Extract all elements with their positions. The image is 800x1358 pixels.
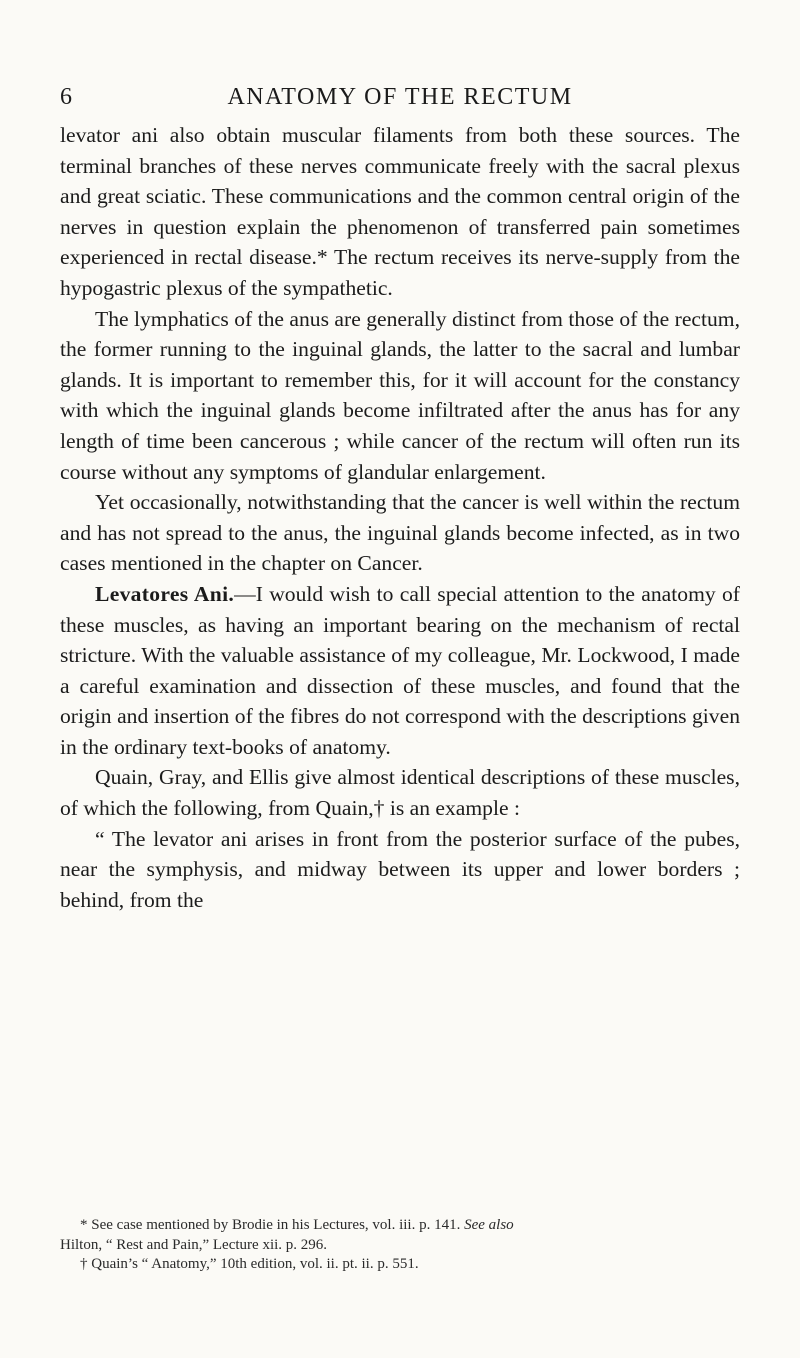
- page-number: 6: [60, 84, 72, 110]
- footnote-hilton: Hilton, “ Rest and Pain,” Lecture xii. p. 296.: [60, 1236, 328, 1253]
- page-header: [60, 84, 740, 124]
- paragraph-levatores-ani: [60, 579, 740, 763]
- footnote-brodie: [60, 1216, 740, 1236]
- footnote-brodie-text: * See case mentioned by Brodie in his Lectures, vol. iii. p. 141.: [80, 1217, 461, 1233]
- levatores-ani-text: —I would wish to call special attention to the anatomy of these muscles, as having an important bearing on the mechanism of rectal stricture. With the valuable assistance of my colleague, Mr. Lockwood, I made a careful examination and dissection of these muscles, and found that the origin and insertion of the fibres do not correspond with the descriptions given in the ordinary text-books of anatomy.: [60, 581, 740, 759]
- paragraph-inguinal: Yet occasionally, notwithstanding that the cancer is well within the rectum and has not spread to the anus, the inguinal glands become infected, as in two cases mentioned in the chapter on Cancer.: [60, 490, 740, 576]
- footnotes: [60, 1216, 740, 1275]
- paragraph-quain-gray-ellis: Quain, Gray, and Ellis give almost identical descriptions of these muscles, of which the following, from Quain,† is an example :: [60, 765, 740, 821]
- paragraph-lymphatics: The lymphatics of the anus are generally distinct from those of the rectum, the former running to the inguinal glands, the latter to the sacral and lumbar glands. It is important to remember this, for it will account for the constancy with which the inguinal glands become infiltrated after the anus has for any length of time been cancerous ; while cancer of the rectum will often run its course without any symptoms of glandular enlargement.: [60, 306, 740, 484]
- body-text: [60, 120, 740, 915]
- paragraph-nerves: levator ani also obtain muscular filaments from both these sources. The terminal branches of these nerves communicate freely with the sacral plexus and great sciatic. These communications and the common central origin of the nerves in question explain the phenomenon of transferred pain sometimes experienced in rectal disease.* The rectum receives its nerve-supply from the hypogastric plexus of the sympathetic.: [60, 123, 740, 300]
- paragraph-quotation: “ The levator ani arises in front from the posterior surface of the pubes, near the symphysis, and midway between its upper and lower borders ; behind, from the: [60, 826, 740, 912]
- running-head: ANATOMY OF THE RECTUM: [227, 84, 573, 110]
- section-heading-levatores-ani: Levatores Ani.: [95, 581, 235, 606]
- footnote-see-also: See also: [464, 1217, 514, 1233]
- footnote-quain: † Quain’s “ Anatomy,” 10th edition, vol. ii. pt. ii. p. 551.: [80, 1256, 419, 1273]
